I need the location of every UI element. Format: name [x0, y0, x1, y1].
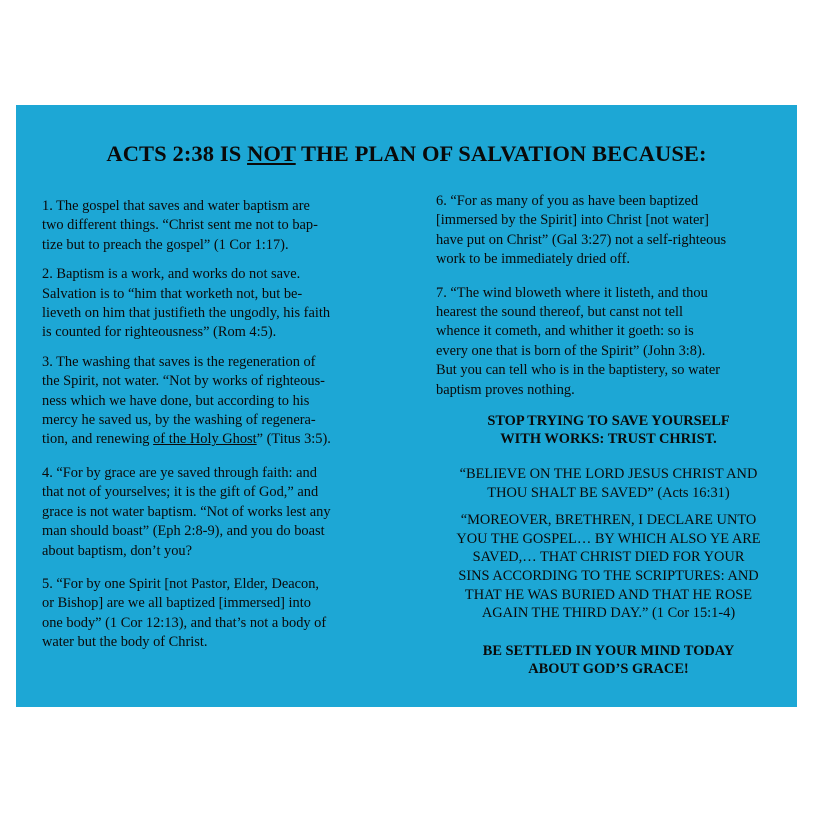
- point-3: 3. The washing that saves is the regeneration of the Spirit, not water. “Not by works of righteous- ness which we have done, but according to his mercy he saved us, by the washing of regenera- tion, and renewing of the Holy Ghost” (Titus 3:5).: [42, 353, 331, 448]
- gods-grace-callout: BE SETTLED IN YOUR MIND TODAY ABOUT GOD’S GRACE!: [482, 642, 735, 677]
- point-5: 5. “For by one Spirit [not Pastor, Elder, Deacon, or Bishop] are we all baptized [immersed] into one body” (1 Cor 12:13), and that’s not a body of water but the body of Christ.: [42, 575, 327, 651]
- point-4: 4. “For by grace are ye saved through faith: and that not of yourselves; it is the gift of God,” and grace is not water baptism. “Not of works lest any man should boast” (Eph 2:8-9), and you do boast about baptism, don’t you?: [42, 464, 331, 559]
- title-emphasis: NOT: [247, 141, 296, 166]
- point-1: 1. The gospel that saves and water baptism are two different things. “Christ sent me not to bap- tize but to preach the gospel” (1 Cor 1:17).: [42, 198, 318, 253]
- acts-quote: “BELIEVE ON THE LORD JESUS CHRIST AND THOU SHALT BE SAVED” (Acts 16:31): [459, 466, 758, 501]
- right-column: [436, 192, 781, 678]
- corinthians-quote: “MOREOVER, BRETHREN, I DECLARE UNTO YOU THE GOSPEL… BY WHICH ALSO YE ARE SAVED,… THAT CHRIST DIED FOR YOUR SINS ACCORDING TO THE SCRIPTURES: AND THAT HE WAS BURIED AND THAT HE ROSE AGAIN THE THIRD DAY.” (1 Cor 15:1-4): [456, 512, 761, 622]
- page-title: [16, 141, 797, 167]
- tract-card: [16, 105, 797, 707]
- point-6: 6. “For as many of you as have been baptized [immersed by the Spirit] into Christ [not water] have put on Christ” (Gal 3:27) not a self-righteous work to be immediately dried off.: [436, 193, 727, 268]
- point-7: 7. “The wind bloweth where it listeth, and thou hearest the sound thereof, but canst not tell whence it cometh, and whither it goeth: so is every one that is born of the Spirit” (John 3:8). But you can tell who is in the baptistery, so water baptism proves nothing.: [436, 284, 721, 398]
- trust-christ-callout: STOP TRYING TO SAVE YOURSELF WITH WORKS: TRUST CHRIST.: [487, 413, 730, 448]
- point-2: 2. Baptism is a work, and works do not save. Salvation is to “him that worketh not, but be- lieveth on him that justifieth the ungodly, his faith is counted for righteousness” (Rom 4:5).: [42, 266, 331, 341]
- left-column: [42, 197, 382, 653]
- holy-ghost-underline: of the Holy Ghost: [153, 431, 257, 448]
- title-pre: ACTS 2:38 IS: [106, 141, 248, 166]
- title-post: THE PLAN OF SALVATION BECAUSE:: [295, 141, 707, 166]
